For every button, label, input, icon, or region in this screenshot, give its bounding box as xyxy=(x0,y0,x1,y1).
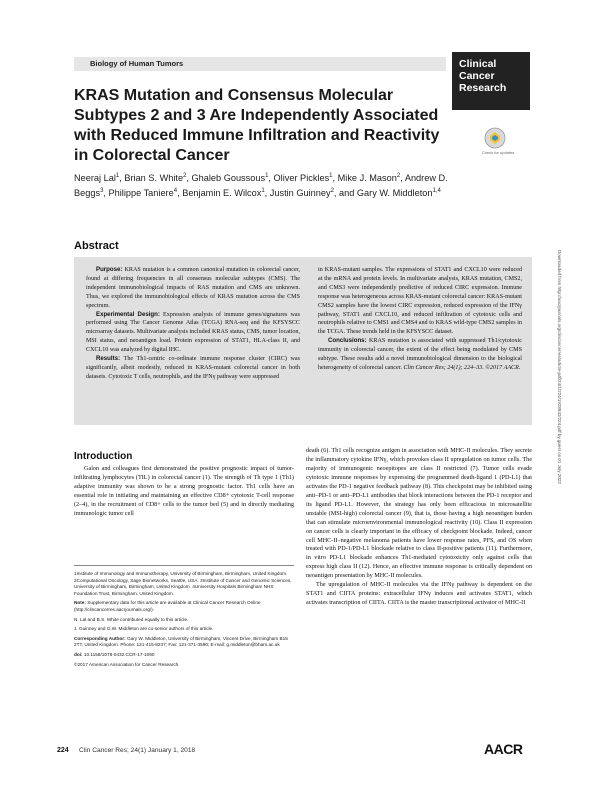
author-affiliation-mark: 3 xyxy=(100,188,104,195)
crossmark-label: Check for updates xyxy=(481,150,515,155)
affiliations: 1Institute of Immunology and Immunotherapy, University of Birmingham, Birmingham, United Kingdom. 2Computational Oncology, Sage Bionetworks, Seattle, USA. 3Institute of Cancer and Genomic Sciences, University of Birmingham, Birmingham, United Kingdom. 4University Hospitals Birmingham NHS Foundation Trust, Birmingham, United Kingdom. xyxy=(74,571,292,596)
abstract-design xyxy=(86,311,300,356)
equal-contribution: N. Lal and B.S. White contributed equally to this article. xyxy=(74,616,189,622)
abstract-heading: Abstract xyxy=(74,240,119,252)
author-affiliation-mark: 4 xyxy=(173,188,178,195)
co-senior: J. Guinney and G.W. Middleton are co-senior authors of this article. xyxy=(74,626,214,632)
intro-paragraph-1: Galon and colleagues first demonstrated the positive prognostic impact of tumor-infiltrating lymphocytes (TIL) in colorectal cancer (1). The strength of Th type 1 (Th1) adaptive immunity was shown to be a strong prognostic factor. Th1 cells have an essential role in initiating and maintaining an effective CD8+ cytotoxic T-cell response (2–4), in the recruitment of CD8+ cells to the tumor bed (5) and in directly mediating immunologic tumor cell xyxy=(74,465,294,517)
page-number: 224 xyxy=(57,747,69,754)
journal-logo xyxy=(452,52,530,110)
author-affiliation-mark: 1 xyxy=(329,173,333,179)
journal-line: Cancer xyxy=(459,70,495,82)
design-label: Experimental Design: xyxy=(96,310,160,318)
journal-line: Research xyxy=(459,82,507,94)
footnotes xyxy=(74,571,294,671)
author-name: Neeraj Lal xyxy=(74,173,116,184)
conclusions-text: KRAS mutation is associated with suppressed Th1/cytotoxic immunity in colorectal cancer, the extent of the effect being modulated by CMS subtype. These results add a novel immunobiological dimension to the biological heterogeneity of colorectal cancer. xyxy=(318,338,522,371)
results-text-cont: in KRAS-mutant samples. The expressions of STAT1 and CXCL10 were reduced at the mRNA and protein levels. In multivariate analysis, KRAS mutation, CMS2, and CMS3 were independently predictive of reduced CIRC expression. Immune response was heterogeneous across KRAS-mutant colorectal cancer: KRAS-mutant CMS2 samples have the lowest CIRC expression, reduced expression of the IFNγ pathway, STAT1 and CXCL10, and reduced infiltration of cytotoxic cells and neutrophils relative to CMS1 and CMS4 and to KRAS wild-type CMS2 samples in the TCGA. These trends held in the KFSYSCC dataset. xyxy=(318,267,522,336)
author-name: Philippe Taniere xyxy=(108,188,174,199)
crossmark-icon[interactable] xyxy=(484,127,506,149)
note xyxy=(74,600,294,613)
abstract-column-right xyxy=(318,266,522,373)
author-name: Andrew D. Beggs xyxy=(74,173,448,199)
author-affiliation-mark: 2 xyxy=(183,173,187,179)
body-column-right xyxy=(306,447,532,608)
abstract-purpose xyxy=(86,266,300,311)
author-name: Mike J. Mason xyxy=(337,173,397,184)
footnote-divider xyxy=(74,565,294,566)
author-affiliation-mark: 1 xyxy=(261,188,265,195)
article-title: KRAS Mutation and Consensus Molecular Subtypes 2 and 3 Are Independently Associated with Reduced Immune Infiltration and Reactivity in Colorectal Cancer xyxy=(74,87,440,164)
corresponding-author xyxy=(74,636,294,649)
abstract-results xyxy=(86,355,300,382)
purpose-label: Purpose: xyxy=(96,266,123,273)
purpose-text: KRAS mutation is a common canonical mutation in colorectal cancer, found at differing frequencies in all consensus molecular subtypes (CMS). The independent immunobiological impacts of RAS mutation and CMS are unknown. Thus, we explored the immunobiological effects of KRAS mutation across the CMS spectrum. xyxy=(86,267,300,309)
abstract-citation: Clin Cancer Res; 24(1); 224–33. ©2017 AACR. xyxy=(403,364,521,371)
note-label: Note: xyxy=(74,600,86,606)
abstract-conclusions xyxy=(318,337,522,373)
conclusions-label: Conclusions: xyxy=(328,337,367,345)
author-affiliation-mark: 1,4 xyxy=(432,188,441,195)
author-name: Gary W. Middleton xyxy=(356,188,433,199)
author-affiliation-mark: 2 xyxy=(396,173,401,179)
footer-citation: Clin Cancer Res; 24(1) January 1, 2018 xyxy=(79,747,196,754)
intro-paragraph-3: The upregulation of MHC-II molecules via the IFNγ pathway is dependent on the STAT1 and CIITA proteins: extracellular IFNγ induces and activates STAT1, which activates transcription of CIITA. CIITA is the master transcriptional activator of MHC-II xyxy=(306,581,532,607)
author-name: Justin Guinney xyxy=(269,188,331,199)
author-list: Neeraj Lal$^1$, Brian S. White$^2$, Ghaleb Goussous$^1$, Oliver Pickles$^1$, Mike J. Mason$^2$, Andrew D. Beggs$^3$, Philippe Taniere$^4$, Benjamin E. Wilcox$^1$, Justin Guinney$^2$, and Gary W. Middleton$^{1,4}$ xyxy=(74,173,448,199)
author-affiliation-mark: 1 xyxy=(115,173,120,179)
download-notice-text: Downloaded from http://aacrjournals.org/clincancerres/article-pdf/24/1/224/1928842/224.pdf by guest on 01 July 2022 xyxy=(557,250,562,484)
author-name: Oliver Pickles xyxy=(273,173,330,184)
abstract-results-cont xyxy=(318,266,522,337)
results-text: The Th1-centric co-ordinate immune response cluster (CIRC) was significantly, albeit modestly, reduced in KRAS-mutant colorectal cancer in both datasets. Cytotoxic T cells, neutrophils, and the IFNγ pathway were suppressed xyxy=(86,356,300,380)
design-text: Expression analysis of immune genes/signatures was performed using The Cancer Genome Atlas (TCGA) RNA-seq and the KFSYSCC microarray datasets. Multivariate analysis included KRAS status, CMS, tumor location, MSI status, and neoantigen load. Protein expression of STAT1, HLA-class II, and CXCL10 was analyzed by digital IHC. xyxy=(86,311,300,354)
corr-text: Gary W. Middleton, University of Birmingham, Vincent Drive, Birmingham B15 2TT, United Kingdom. Phone: 121-415-8237; Fax: 121-371-3590; E-mail: g.middleton@bham.ac.uk xyxy=(74,635,288,648)
journal-line: Clinical xyxy=(459,58,497,70)
note-text: Supplementary data for this article are available at Clinical Cancer Research Online (http://clincancerres.aacrjournals.org/). xyxy=(74,600,261,612)
download-notice xyxy=(555,250,563,750)
doi xyxy=(74,652,294,659)
section-label: Biology of Human Tumors xyxy=(90,59,184,68)
corr-label: Corresponding Author: xyxy=(74,635,126,641)
doi-link[interactable]: 10.1158/1078-0432.CCR-17-1090 xyxy=(83,651,155,657)
intro-paragraph-2: death (6). Th1 cells recognize antigen in association with MHC-II molecules. They secrete the inflammatory cytokine IFNγ, which provokes class II upregulation on tumor cells. The majority of immunogenic neoepitopes are class II restricted (7). Tumor cells evade cytotoxic immune responses by expressing the programmed death-ligand 1 (PD-L1) that activates the PD-1 negative feedback pathway (8). This checkpoint may be inhibited using anti–PD-1 or anti–PD-L1 antibodies that block interactions between the PD-1 receptor and its ligand PD-L1. However, the strategy has only been efficacious in microsatellite unstable (MSI-high) colorectal cancer (9), that is, those having a high neoantigen burden that can stimulate microenvironmental immunological reactivity (10). Class II expression on cancer cells is clearly important in the efficacy of checkpoint blockade. Indeed, cancer cell MHC-II–negative melanoma patients have lower response rates, PFS, and OS when treated with PD-1/PD-L1 blockade relative to class II-positive patients (11). Furthermore, in vitro PD-L1 blockade enhances Th1-mediated cytotoxicity only against cells that express high class II (12). Hence, an effective immune response is critically dependent on neoantigen presentation by MHC-II molecules. xyxy=(306,447,532,580)
abstract-column-left xyxy=(86,266,300,382)
author-affiliation-mark: 1 xyxy=(265,173,269,179)
copyright: ©2017 American Association for Cancer Research. xyxy=(74,661,180,667)
doi-label: doi: xyxy=(74,651,83,657)
author-name: Ghaleb Goussous xyxy=(191,173,266,184)
author-affiliation-mark: 2 xyxy=(330,188,334,195)
author-name: Benjamin E. Wilcox xyxy=(182,188,262,199)
author-name: Brian S. White xyxy=(124,173,184,184)
intro-heading: Introduction xyxy=(74,451,133,462)
results-label: Results: xyxy=(96,355,121,363)
aacr-logo: AACR xyxy=(484,741,523,757)
body-column-left xyxy=(74,465,294,519)
